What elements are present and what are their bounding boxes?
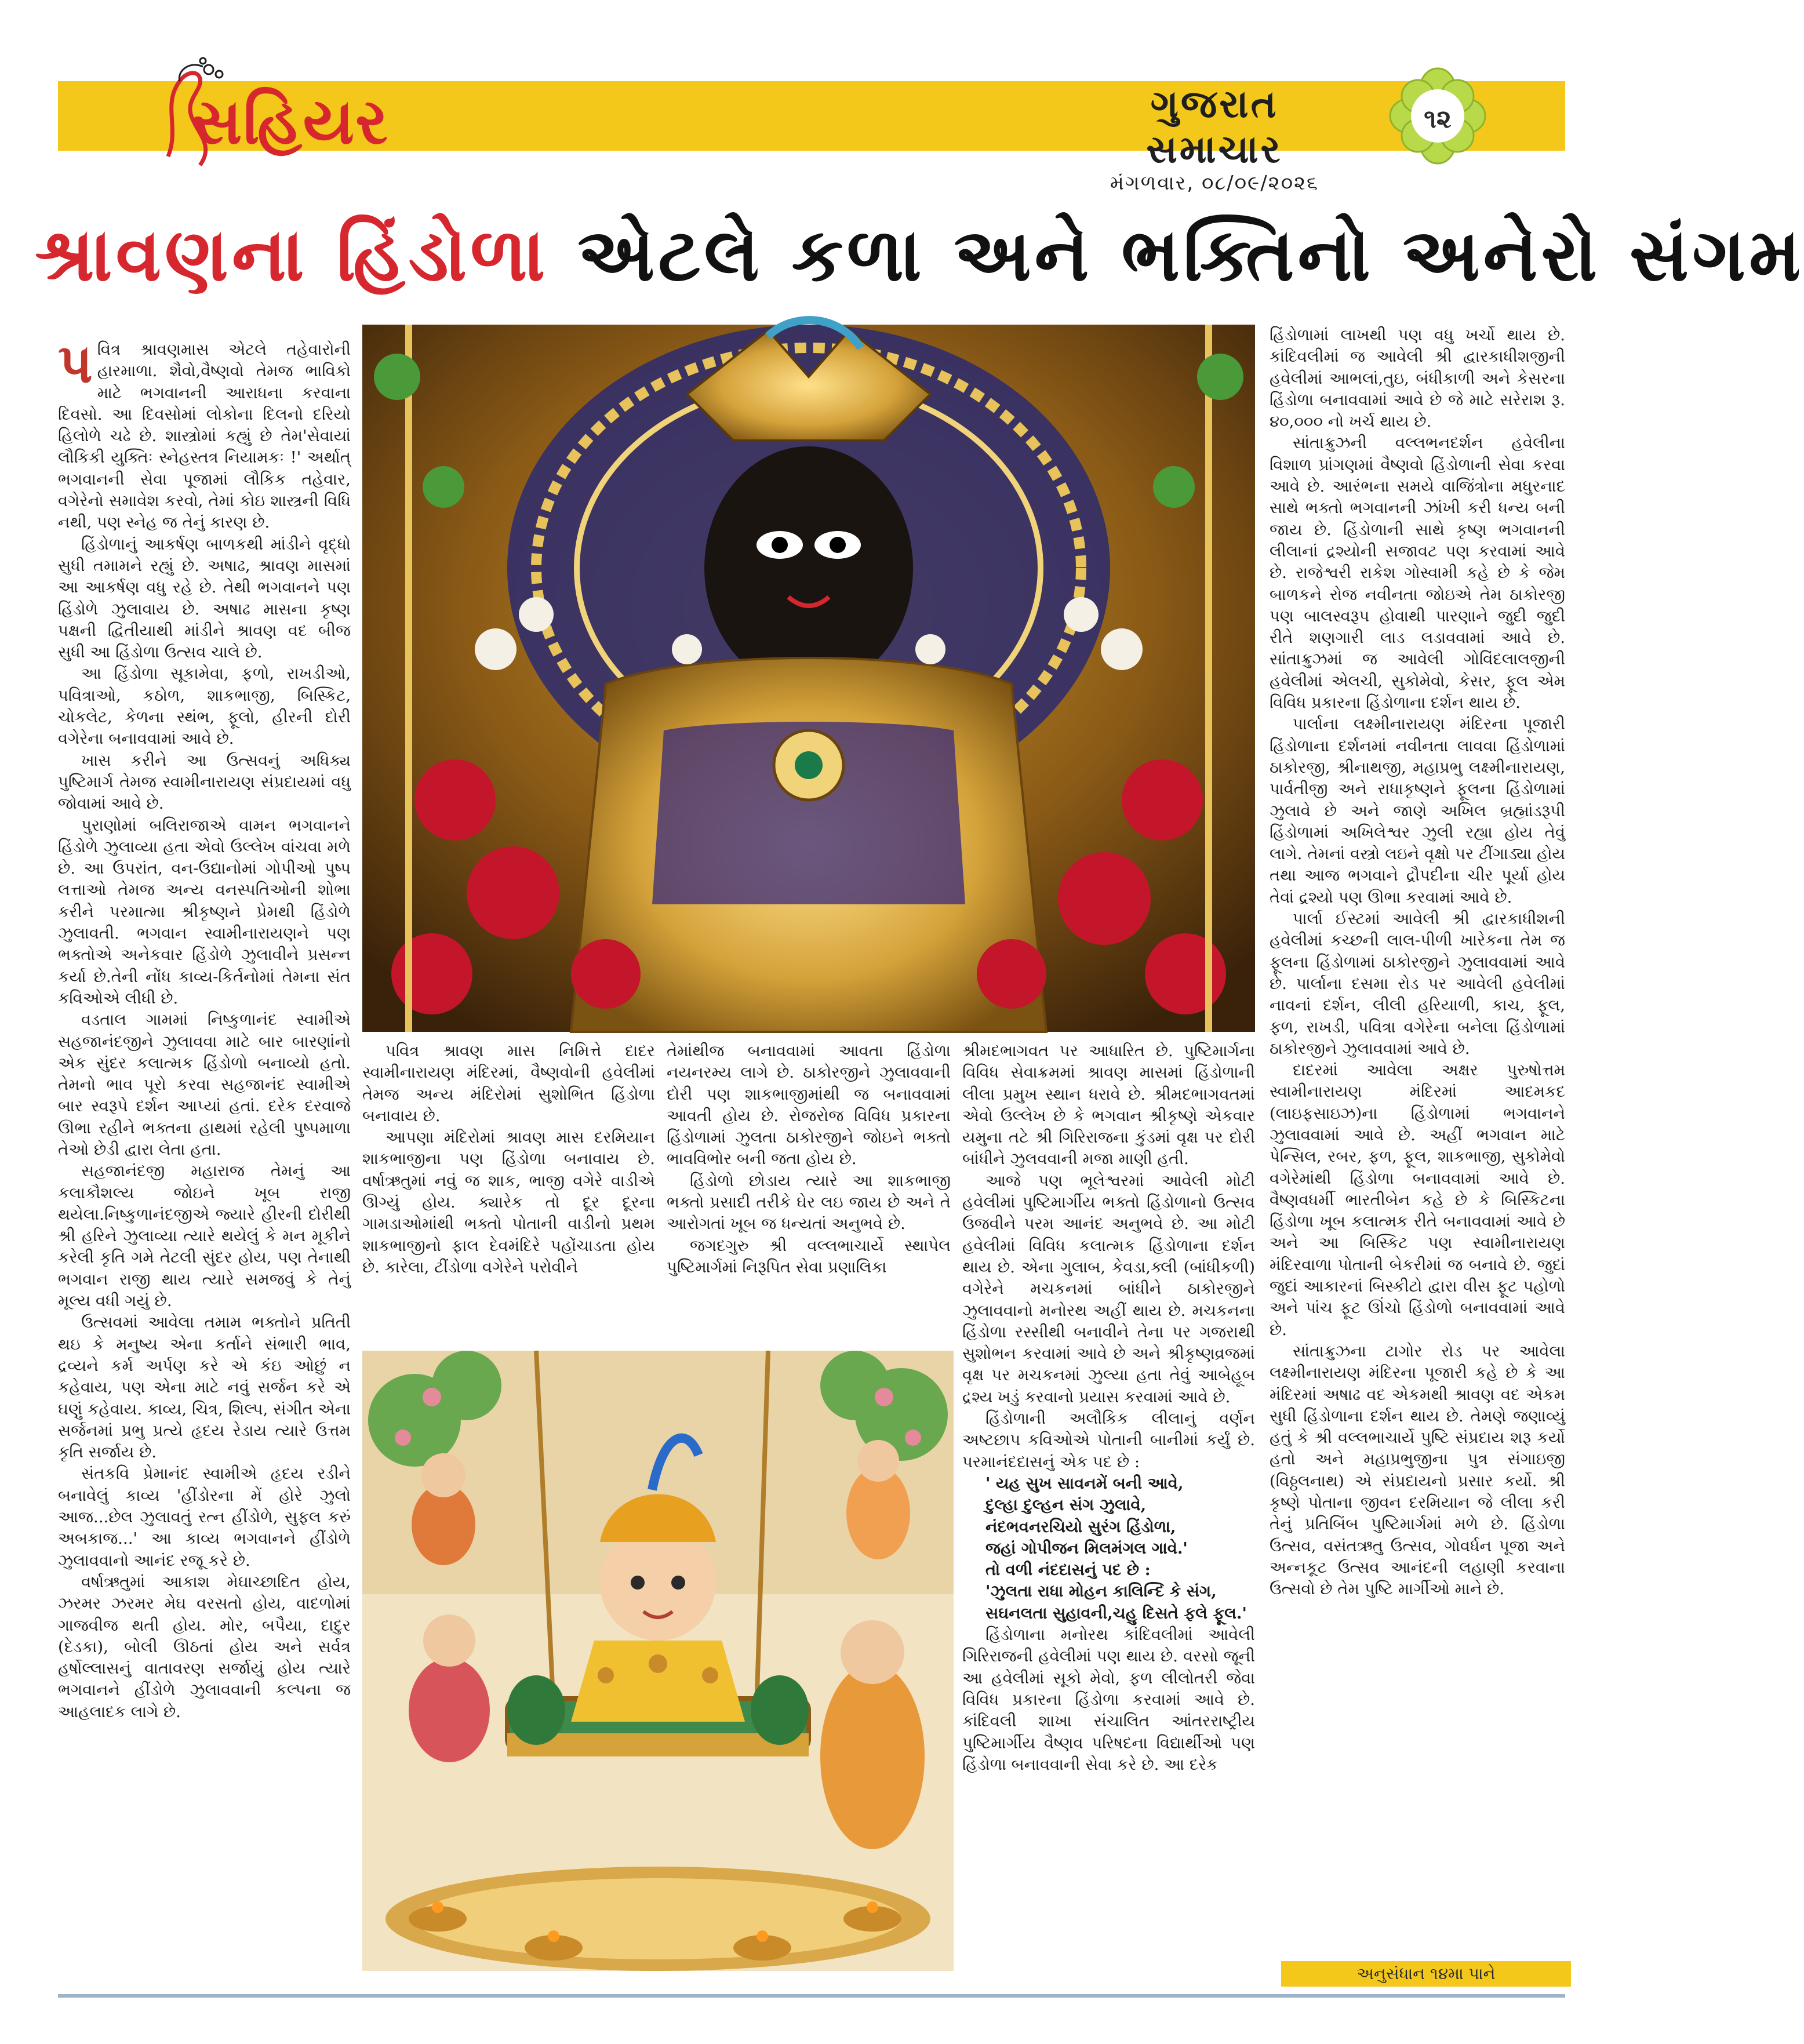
article-paragraph: સાંતાક્રુઝના ટાગોર રોડ પર આવેલા લક્ષ્મીનારાયણ મંદિરના પૂજારી કહે છે કે આ મંદિરમાં અષાઢ વદ એકમથી શ્રાવણ વદ એકમ સુધી હિંડોળાના દર્શન થાય છે. તેમણે જણાવ્યું હતું કે શ્રી વલ્લભાચાર્યે પુષ્ટિ સંપ્રદાય શરૂ કર્યો હતો અને મહાપ્રભુજીના પુત્ર સંગાઇજી (વિઠ્ઠલનાથ) એ સંપ્રદાયનો પ્રસાર કર્યો. શ્રી કૃષ્ણે પોતાના જીવન દરમિયાન જે લીલા કરી તેનું પ્રતિબિંબ પુષ્ટિમાર્ગમાં મળે છે. હિંડોળા ઉત્સવ, વસંતઋતુ ઉત્સવ, ગોવર્ધન પૂજા અને અન્નકૂટ ઉત્સવ આનંદની લહાણી કરવાના ઉત્સવો છે તેમ પુષ્ટિ માર્ગીઓ માને છે.	[1270, 1341, 1565, 1599]
article-paragraph: ખાસ કરીને આ ઉત્સવનું અધિક્ય પુષ્ટિમાર્ગ તેમજ સ્વામીનારાયણ સંપ્રદાયમાં વધુ જોવામાં આવે છે.	[58, 751, 351, 813]
article-paragraph: હિંડોળો છોડાય ત્યારે આ શાકભાજી ભક્તો પ્રસાદી તરીકે ઘેર લઇ જાય છે અને તે આરોગતાં ખૂબ જ ધન્યતાં અનુભવે છે.	[667, 1171, 951, 1234]
article-paragraph: ઉત્સવમાં આવેલા તમામ ભક્તોને પ્રતિતી થઇ કે મનુષ્ય એના કર્તાને સંભારી ભાવ, દ્રવ્યને કર્મ અર્પણ કરે એ કંઇ ઓછું ન કહેવાય, પણ એના માટે નવું સર્જન કરે એ ઘણું કહેવાય. કાવ્ય, ચિત્ર, શિલ્પ, સંગીત એના સર્જનમાં પ્રભુ પ્રત્યે હૃદય રેડાય ત્યારે ઉત્તમ કૃતિ સર્જાય છે.	[58, 1313, 351, 1462]
section-logo: સહિયર	[191, 85, 389, 158]
article-paragraph: શ્રીમદભાગવત પર આધારિત છે. પુષ્ટિમાર્ગના વિવિધ સેવાક્રમમાં શ્રાવણ માસમાં હિંડોળાની લીલા પ્રમુખ સ્થાન ધરાવે છે. શ્રીમદભાગવતમાં એવો ઉલ્લેખ છે કે ભગવાન શ્રીકૃષ્ણે એકવાર યમુના તટે શ્રી ગિરિરાજના કુંડમાં વૃક્ષ પર દોરી બાંધીને ઝુલવવાની મજા માણી હતી.	[962, 1042, 1255, 1169]
issue-date: મંગળવાર, ૦૮/૦૯/૨૦૨૬	[1110, 172, 1319, 195]
continued-link[interactable]: અનુસંધાન ૧૪મા પાને	[1356, 1964, 1496, 1983]
article-column-3	[667, 1041, 951, 1342]
poem-line: ' યહ સુખ સાવનમેં બની આવે,	[985, 1474, 1184, 1493]
article-column-5	[1270, 325, 1565, 1948]
article-paragraph: પાર્લાના લક્ષ્મીનારાયણ મંદિરના પૂજારી હિંડોળાના દર્શનમાં નવીનતા લાવવા હિંડોળામાં ઠાકોરજી, શ્રીનાથજી, મહાપ્રભુ લક્ષ્મીનારાયણ, પાર્વતીજી અને રાધાકૃષ્ણને ફૂલના હિંડોળામાં ઝુલાવે છે અને જાણે અખિલ બ્રહ્માંડરૂપી હિંડોળામાં અખિલેશ્વર ઝુલી રહ્યા હોય તેવું લાગે. તેમનાં વસ્ત્રો લઇને વૃક્ષો પર ટીંગાડ્યા હોય તથા આજ ભગવાને દ્રૌપદીના ચીર પૂર્યા હોય તેવાં દ્રશ્યો પણ ઊભા કરવામાં આવે છે.	[1270, 715, 1565, 907]
article-paragraph: જગદગુરુ શ્રી વલ્લભાચાર્યે સ્થાપેલ પુષ્ટિમાર્ગમાં નિરૂપિત સેવા પ્રણાલિકા	[667, 1236, 951, 1276]
drop-cap: પ	[58, 332, 93, 395]
article-column-2	[362, 1041, 655, 1342]
article-paragraph: પુરાણોમાં બલિરાજાએ વામન ભગવાનને હિંડોળે ઝુલાવ્યા હતા એવો ઉલ્લેખ વાંચવા મળે છે. આ ઉપરાંત, વન-ઉદ્યાનોમાં ગોપીઓ પુષ્પ લત્તાઓ તેમજ અન્ય વનસ્પતિઓની શોભા કરીને પરમાત્મા શ્રીકૃષ્ણને પ્રેમથી હિંડોળે ઝુલાવતી. ભગવાન સ્વામીનારાયણને પણ ભક્તોએ અનેકવાર હિંડોળે ઝુલાવીને પ્રસન્ન કર્યા છે.તેની નોંધ કાવ્ય-કિર્તનોમાં તેમના સંત કવિઓએ લીધી છે.	[58, 816, 351, 1008]
article-paragraph: વડતાલ ગામમાં નિષ્કુળાનંદ સ્વામીએ સહજાનંદજીને ઝુલાવવા માટે બાર બારણાંનો એક સુંદર કલાત્મક હિંડોળો બનાવ્યો હતો. તેમનો ભાવ પૂરો કરવા સહજાનંદ સ્વામીએ બાર સ્વરૂપે દર્શન આપ્યાં હતાં. દરેક દરવાજે ઊભા રહીને ભક્તના હાથમાં રહેલી પુષ્પમાળા તેઓ છેડી દ્વારા લેતા હતા.	[58, 1010, 351, 1159]
page-number: ૧૨	[1424, 104, 1452, 134]
poem-line: જહાં ગોપીજન મિલમંગલ ગાવે.'	[985, 1539, 1188, 1558]
illustration-baby-krishna-swing	[362, 1351, 954, 1971]
headline	[35, 209, 1804, 301]
article-paragraph: પાર્લા ઈસ્ટમાં આવેલી શ્રી દ્વારકાધીશની હવેલીમાં કચ્છની લાલ-પીળી ખારેકના તેમ જ ફૂલના હિંડોળામાં ઠાકોરજીને ઝુલાવવામાં આવે છે. પાર્લાના દસમા રોડ પર આવેલી હવેલીમાં નાવનાં દર્શન, લીલી હરિયાળી, કાચ, ફૂલ, ફળ, રાખડી, પવિત્રા વગેરેના બનેલા હિંડોળામાં ઠાકોરજીને ઝુલાવવામાં આવે છે.	[1270, 910, 1565, 1058]
article-paragraph: હિંડોળાના મનોરથ કાંદિવલીમાં આવેલી ગિરિરાજની હવેલીમાં પણ થાય છે. વરસો જૂની આ હવેલીમાં સૂકો મેવો, ફળ લીલોતરી જેવા વિવિધ પ્રકારના હિંડોળા કરવામાં આવે છે. કાંદિવલી શાખા સંચાલિત આંતરરાષ્ટ્રીય પુષ્ટિમાર્ગીય વૈષ્ણવ પરિષદના વિદ્યાર્થીઓ પણ હિંડોળા બનાવવાની સેવા કરે છે. આ દરેક	[962, 1625, 1255, 1774]
article-paragraph: આ હિંડોળા સૂકામેવા, ફળો, રાખડીઓ, પવિત્રાઓ, કઠોળ, શાકભાજી, બિસ્કિટ, ચોકલેટ, કેળના સ્થંભ, ફૂલો, હીરની દોરી વગેરેના બનાવવામાં આવે છે.	[58, 664, 351, 748]
headline-highlight: શ્રાવણના હિંડોળા	[35, 212, 549, 297]
article-paragraph: હિંડોળામાં લાખથી પણ વધુ ખર્ચો થાય છે. કાંદિવલીમાં જ આવેલી શ્રી દ્વારકાધીશજીની હવેલીમાં આભલાં,તુઇ, બંધીકાળી અને કેસરના હિંડોળા બનાવવામાં આવે છે જે માટે સરેરાશ રૂ. ૪૦,૦૦૦ નો ખર્ચ થાય છે.	[1270, 326, 1565, 431]
article-paragraph: તેમાંથીજ બનાવવામાં આવતા હિંડોળા નયનરમ્ય લાગે છે. ઠાકોરજીને ઝુલાવવાની દોરી પણ શાકભાજીમાંથી જ બનાવવામાં આવતી હોય છે. રોજરોજ વિવિધ પ્રકારના હિંડોળામાં ઝુલતા ઠાકોરજીને જોઇને ભક્તો ભાવવિભોર બની જતા હોય છે.	[667, 1042, 951, 1169]
article-paragraph: પવિત્ર શ્રાવણમાસ એટલે તહેવારોની હારમાળા. શૈવો,વૈષ્ણવો તેમજ ભાવિકો માટે ભગવાનની આરાધના કરવાના દિવસો. આ દિવસોમાં લોકોના દિલનો દરિયો હિલોળે ચઢે છે. શાસ્ત્રોમાં કહ્યું છે તેમ'સેવાયાં લૌકિકી યુક્તિઃ સ્નેહસ્તત્ર નિયામકઃ !' અર્થાત્ ભગવાનની સેવા પૂજામાં લૌકિક તહેવાર, વગેરેનો સમાવેશ કરવો, તેમાં કોઇ શાસ્ત્રની વિધિ નથી, પણ સ્નેહ જ તેનું કારણ છે.	[58, 332, 351, 532]
article-paragraph: હિંડોળાનું આકર્ષણ બાળકથી માંડીને વૃદ્ધો સુધી તમામને રહ્યું છે. અષાઢ, શ્રાવણ માસમાં આ આકર્ષણ વધુ રહે છે. તેથી ભગવાનને પણ હિંડોળે ઝુલાવાય છે. અષાઢ માસના કૃષ્ણ પક્ષની દ્વિતીયાથી માંડીને શ્રાવણ વદ બીજ સુધી આ હિંડોળા ઉત્સવ ચાલે છે.	[58, 534, 351, 662]
article-paragraph: વર્ષાઋતુમાં આકાશ મેઘાચ્છાદિત હોય, ઝરમર ઝરમર મેઘ વરસતો હોય, વાદળોમાં ગાજવીજ થતી હોય. મોર, બપૈયા, દાદુર (દેડકા), બોલી ઊઠતાં હોય અને સર્વત્ર હર્ષોલ્લાસનું વાતાવરણ સર્જાયું હોય ત્યારે ભગવાનને હીંડોળે ઝુલાવવાની કલ્પના જ આહલાદક લાગે છે.	[58, 1572, 351, 1721]
poem-line: 'ઝુલતા રાધા મોહન કાલિન્દિ કે સંગ,	[985, 1582, 1217, 1601]
headline-rest: એટલે કળા અને ભક્તિનો અનેરો સંગમ	[577, 212, 1804, 297]
newspaper-brand	[1075, 81, 1354, 195]
article-paragraph: આપણા મંદિરોમાં શ્રાવણ માસ દરમિયાન શાકભાજીના પણ હિંડોળા બનાવાય છે. વર્ષાઋતુમાં નવું જ શાક, ભાજી વગેરે વાડીએ ઊગ્યું હોય. ક્યારેક તો દૂર દૂરના ગામડાઓમાંથી ભક્તો પોતાની વાડીનો પ્રથમ શાકભાજીનો ફાલ દેવમંદિરે પહોંચાડતા હોય છે. કારેલા, ટીંડોળા વગેરેને પરોવીને	[362, 1128, 655, 1276]
article-column-1	[58, 332, 351, 1930]
poem-line: નંદભવનરચિયો સુરંગ હિંડોળા,	[985, 1517, 1176, 1536]
poem-line: દુલ્હા દુલ્હન સંગ ઝુલાવે,	[985, 1496, 1147, 1515]
poem-line: સઘનલતા સુહાવની,ચહુ દિસતે ફલે ફૂલ.'	[985, 1603, 1247, 1623]
article-column-4	[962, 1041, 1255, 1968]
article-paragraph: સાંતાક્રુઝની વલ્લભનદર્શન હવેલીના વિશાળ પ્રાંગણમાં વૈષ્ણવો હિંડોળાની સેવા કરવા આવે છે. આરંભના સમયે વાજિંત્રોના મધુરનાદ સાથે ભક્તો ભગવાનની ઝાંખી કરી ધન્ય બની જાય છે. હિંડોળાની સાથે કૃષ્ણ ભગવાનની લીલાનાં દ્રશ્યોની સજાવટ પણ કરવામાં આવે છે. રાજેશ્વરી રાકેશ ગોસ્વામી કહે છે કે જેમ બાળકને રોજ નવીનતા જોઇએ તેમ ઠાકોરજી પણ બાલસ્વરૂપ હોવાથી પારણાને જુદી જુદી રીતે શણગારી લાડ લડાવવામાં આવે છે. સાંતાક્રુઝમાં જ આવેલી ગોવિંદલાલજીની હવેલીમાં એલચી, સુકોમેવો, કેસર, ફૂલ એમ વિવિધ પ્રકારના હિંડોળાના દર્શન થાય છે.	[1270, 434, 1565, 712]
article-paragraph: સંતકવિ પ્રેમાનંદ સ્વામીએ હૃદય રડીને બનાવેલું કાવ્ય 'હીંડોરના મેં હોરે ઝુલો આજ...છેલ ઝુલાવતું રત્ન હીંડોળે, સુફલ કરું અબકાજ...' આ કાવ્ય ભગવાનને હીંડોળે ઝુલાવવાનો આનંદ રજૂ કરે છે.	[58, 1464, 351, 1570]
article-paragraph: પવિત્ર શ્રાવણ માસ નિમિત્તે દાદર સ્વામીનારાયણ મંદિરમાં, વૈષ્ણવોની હવેલીમાં તેમજ અન્ય મંદિરોમાં સુશોભિત હિંડોળા બનાવાય છે.	[362, 1042, 655, 1125]
article-paragraph: સહજાનંદજી મહારાજ તેમનું આ કલાકૌશલ્ય જોઇને ખૂબ રાજી થયેલા.નિષ્કુળાનંદજીએ જ્યારે હીરની દોરીથી શ્રી હરિને ઝુલાવ્યા ત્યારે થયેલું કે મન મૂકીને કરેલી કૃતિ ગમે તેટલી સુંદર હોય, પણ તેનાથી ભગવાન રાજી થાય ત્યારે સમજવું કે તેનું મૂલ્ય વધી ગયું છે.	[58, 1162, 351, 1311]
main-photo-deity-hindola	[362, 325, 1255, 1032]
footer-rule	[58, 1994, 1565, 1998]
article-paragraph: આજે પણ ભૂલેશ્વરમાં આવેલી મોટી હવેલીમાં પુષ્ટિમાર્ગીય ભક્તો હિંડોળાનો ઉત્સવ ઉજવીને પરમ આનંદ અનુભવે છે. આ મોટી હવેલીમાં વિવિધ કલાત્મક હિંડોળાના દર્શન થાય છે. એના ગુલાબ, કેવડા,ક્લી (બાંધીકળી) વગેરેને મચકનમાં બાંધીને ઠાકોરજીને ઝુલાવવાનો મનોરથ અહીં થાય છે. મચકનના હિંડોળા રસ્સીથી બનાવીને તેના પર ગજરાથી સુશોભન કરવામાં આવે છે અને શ્રીકૃષ્ણવ્રજમાં વૃક્ષ પર મચકનમાં ઝુલ્યા હતા તેવું આબેહૂબ દ્રશ્ય ખડું કરવાનો પ્રયાસ કરવામાં આવે છે.	[962, 1171, 1255, 1406]
poem-line: તો વળી નંદદાસનું પદ છે :	[985, 1561, 1151, 1580]
article-paragraph: દાદરમાં આવેલા અક્ષર પુરુષોત્તમ સ્વામીનારાયણ મંદિરમાં આદમકદ (લાઇફસાઇઝ)ના હિંડોળામાં ભગવાનને ઝુલાવવામાં આવે છે. અહીં ભગવાન માટે પેન્સિલ, રબર, ફળ, ફૂલ, શાકભાજી, સુકોમેવો વગેરેમાંથી હિંડોળા બનાવવામાં આવે છે. વૈષ્ણવધર્મી ભારતીબેન કહે છે કે બિસ્કિટના હિંડોળા ખૂબ કલાત્મક રીતે બનાવવામાં આવે છે અને આ બિસ્કિટ પણ સ્વામીનારાયણ મંદિરવાળા પોતાની બેકરીમાં જ બનાવે છે. જુદાં જુદાં આકારનાં બિસ્કીટો દ્વારા વીસ ફૂટ પહોળો અને પાંચ ફૂટ ઊંચો હિંડોળો બનાવવામાં આવે છે.	[1270, 1061, 1565, 1339]
article-paragraph: હિંડોળાની અલૌકિક લીલાનું વર્ણન અષ્ટછાપ કવિઓએ પોતાની બાનીમાં કર્યું છે. પરમાનંદદાસનું એક પદ છે :	[962, 1409, 1255, 1471]
newspaper-name: ગુજરાત સમાચાર	[1146, 81, 1283, 172]
